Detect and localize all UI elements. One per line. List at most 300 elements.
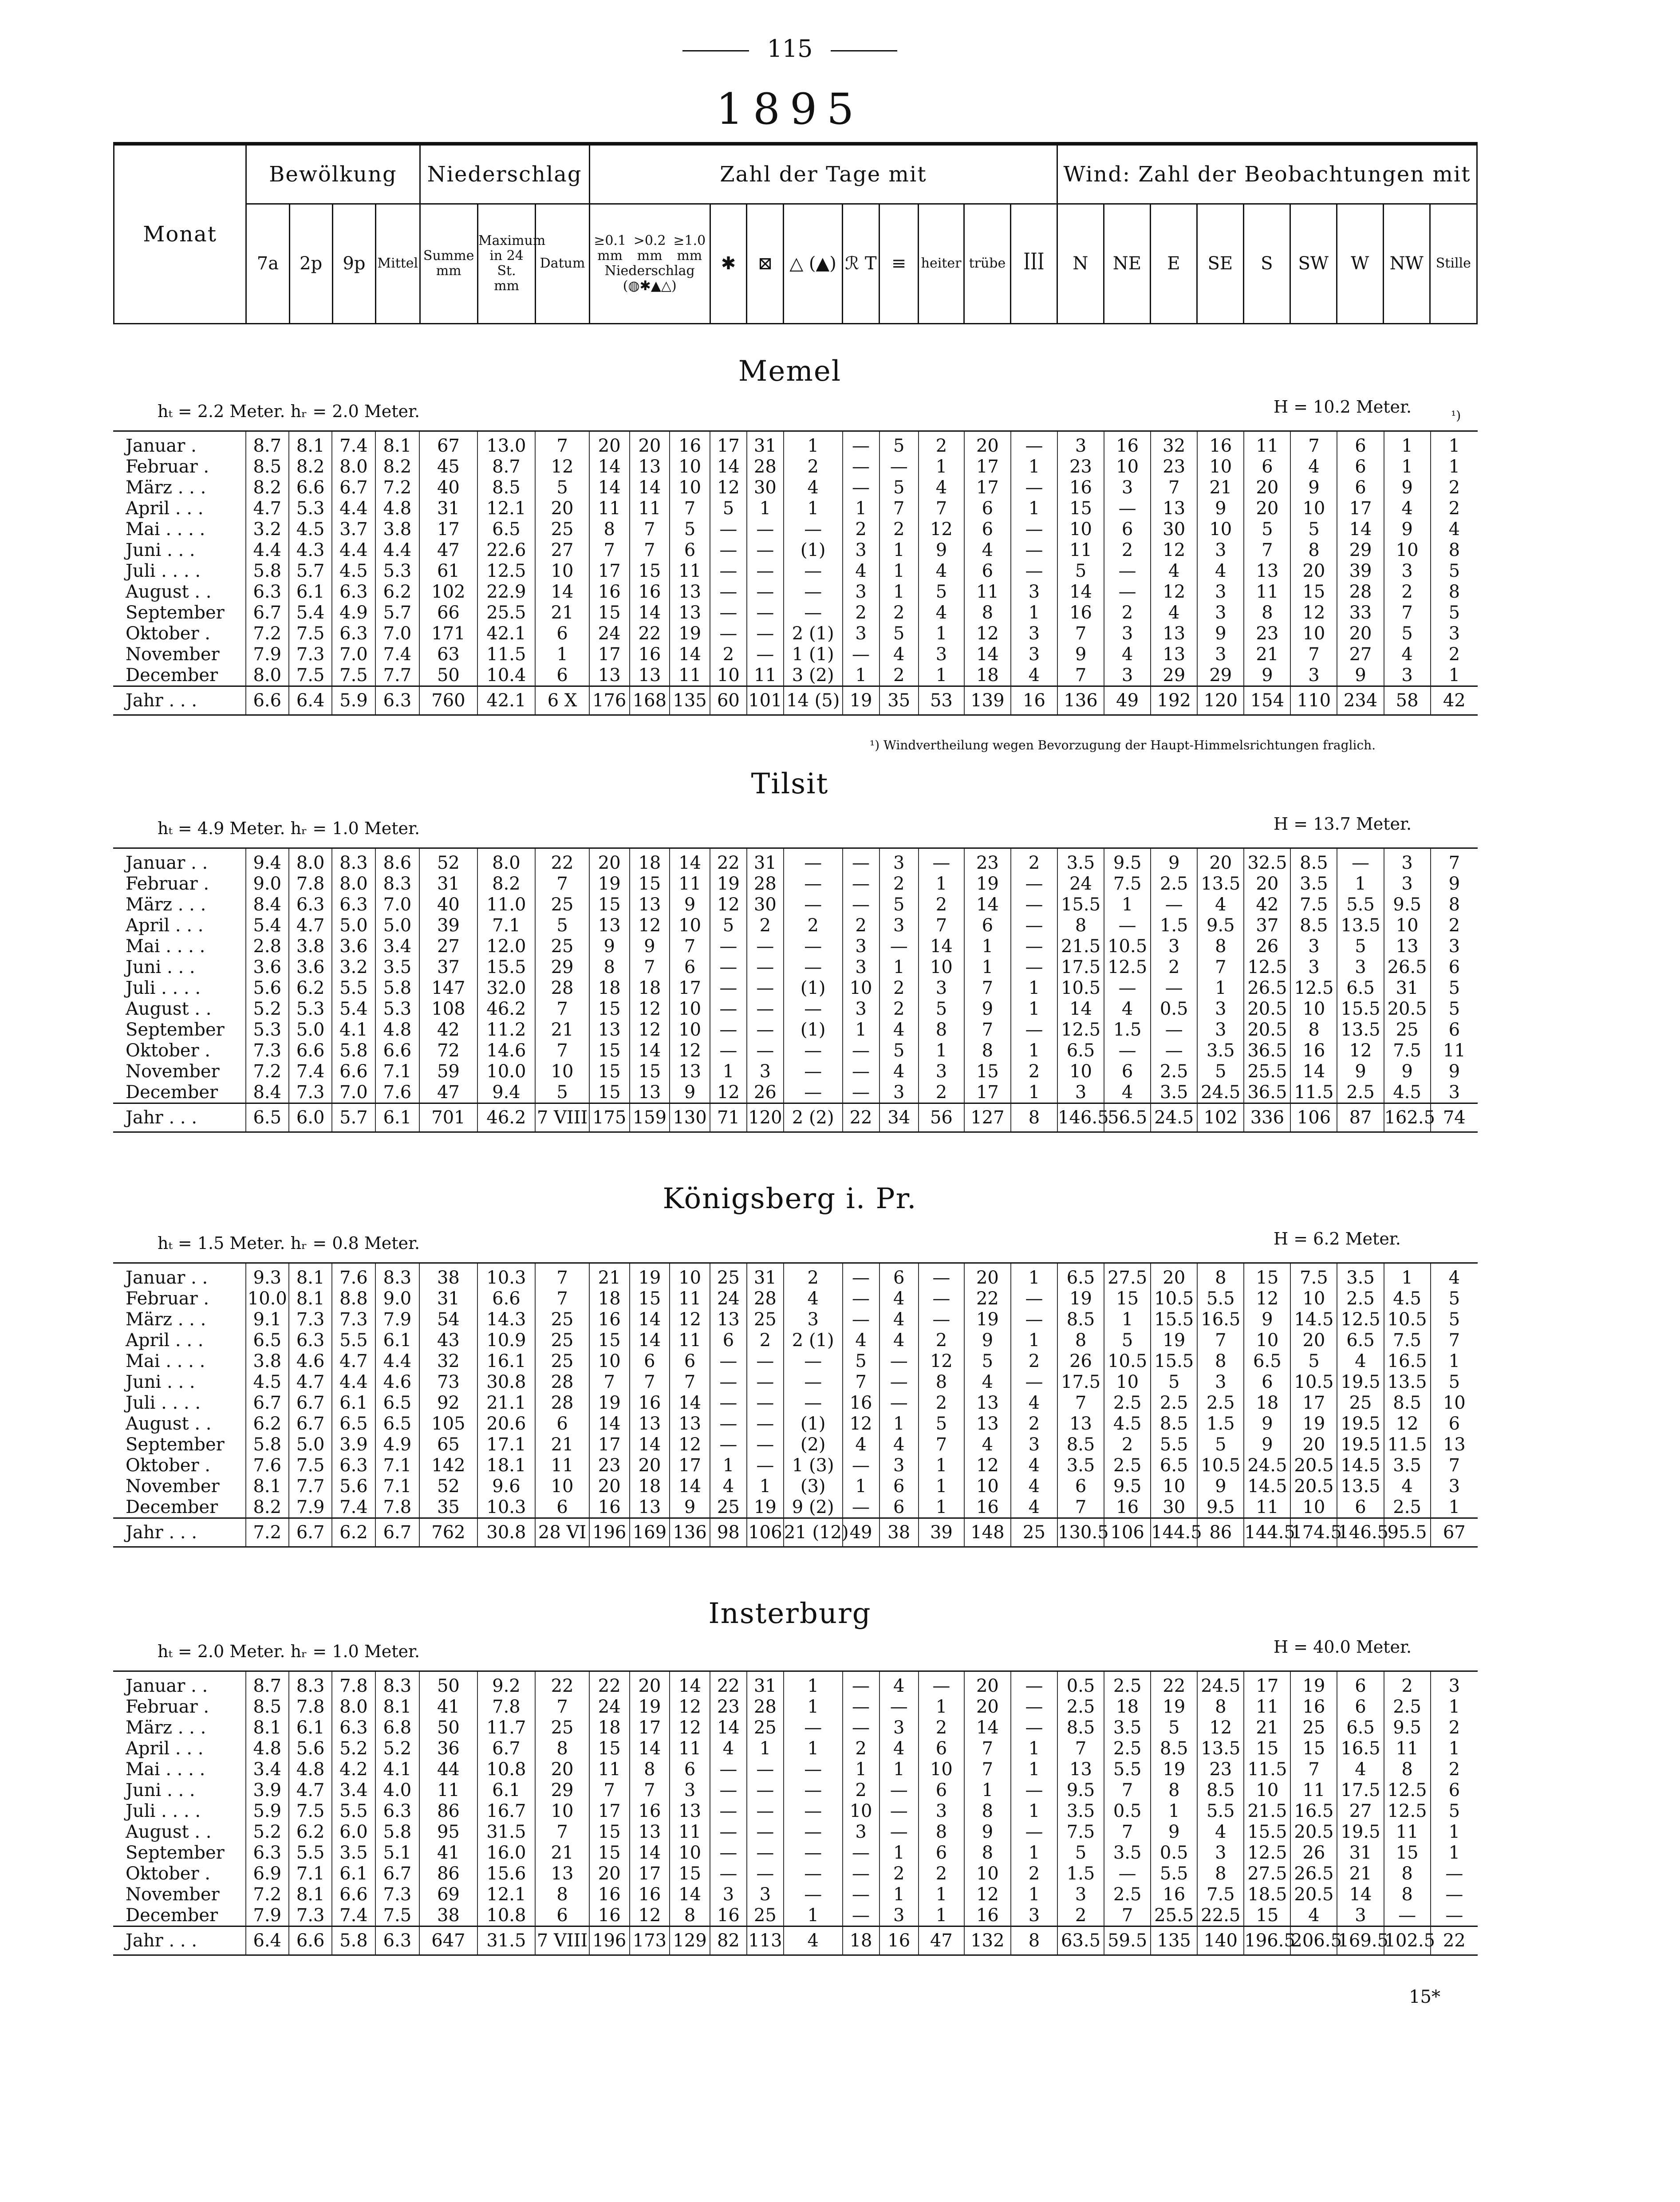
- table-cell: 6.5: [375, 1413, 420, 1434]
- table-cell: 13: [670, 1413, 710, 1434]
- table-cell: 13.5: [1384, 1371, 1431, 1392]
- fog-icon: ≡: [879, 204, 918, 323]
- table-cell: 23: [964, 848, 1011, 874]
- table-cell: 14: [1057, 581, 1104, 602]
- table-cell: 2: [879, 1863, 919, 1884]
- table-cell: 2.5: [1197, 1392, 1244, 1413]
- table-row: [113, 1019, 1478, 1040]
- table-row: [113, 1392, 1478, 1413]
- table-cell: 12: [535, 456, 589, 477]
- table-cell: 3: [843, 998, 879, 1019]
- table-cell: 1: [919, 1455, 964, 1476]
- table-cell: 22: [535, 848, 589, 874]
- table-cell: 9: [1244, 665, 1290, 686]
- table-cell: 2.5: [1104, 1884, 1151, 1905]
- table-cell: 3.6: [246, 957, 289, 977]
- table-cell: 4: [1151, 560, 1197, 581]
- table-cell: 47: [419, 540, 477, 560]
- table-cell: —: [843, 431, 879, 457]
- table-cell: 8.0: [477, 848, 536, 874]
- table-cell: 9: [1337, 665, 1384, 686]
- table-cell: 2: [919, 1863, 964, 1884]
- table-cell: —: [879, 1696, 919, 1717]
- table-cell: 176: [589, 686, 630, 715]
- table-cell: 18: [630, 1476, 670, 1497]
- table-cell: 14: [964, 894, 1011, 915]
- table-cell: 2: [1431, 915, 1478, 936]
- table-cell: 10.5: [1384, 1309, 1431, 1330]
- table-cell: 8.2: [246, 1497, 289, 1518]
- table-cell: 1: [784, 498, 843, 519]
- table-cell: 10: [670, 1019, 710, 1040]
- table-cell: 4.6: [289, 1351, 332, 1371]
- table-cell: 4: [1104, 1082, 1151, 1103]
- table-cell: 102: [419, 581, 477, 602]
- table-cell: 7.0: [375, 623, 420, 644]
- table-cell: 1.5: [1197, 1413, 1244, 1434]
- table-cell: 6: [919, 1738, 964, 1759]
- table-cell: 19.5: [1337, 1413, 1384, 1434]
- table-cell: —: [843, 1497, 879, 1518]
- table-row: [113, 560, 1478, 581]
- table-cell: 12: [1244, 1288, 1290, 1309]
- table-cell: 6.3: [375, 1926, 420, 1955]
- table-cell: 9: [670, 1497, 710, 1518]
- table-cell: 10: [919, 957, 964, 977]
- table-cell: 5.5: [332, 1800, 375, 1821]
- table-cell: 50: [419, 665, 477, 686]
- table-cell: 5: [1151, 1371, 1197, 1392]
- table-cell: 3: [1011, 1905, 1057, 1926]
- table-cell: 15.5: [1151, 1309, 1197, 1330]
- table-row: [113, 1455, 1478, 1476]
- header-monat: Monat: [114, 144, 246, 323]
- table-cell: 10.5: [1104, 1351, 1151, 1371]
- table-cell: 14: [1290, 1061, 1337, 1082]
- table-cell: 24: [1057, 873, 1104, 894]
- table-cell: 7: [630, 1780, 670, 1800]
- table-cell: 23: [1057, 456, 1104, 477]
- table-cell: 31: [1337, 1842, 1384, 1863]
- table-cell: —: [843, 1884, 879, 1905]
- table-cell: —: [784, 1040, 843, 1061]
- table-cell: 1: [1384, 456, 1431, 477]
- table-cell: 1: [1197, 977, 1244, 998]
- table-cell: 8.0: [332, 873, 375, 894]
- table-cell: 7.9: [246, 1905, 289, 1926]
- table-cell: 3.9: [246, 1780, 289, 1800]
- table-cell: 16: [1057, 602, 1104, 623]
- table-cell: 7.2: [246, 1884, 289, 1905]
- table-cell: 23: [1151, 456, 1197, 477]
- table-cell: 13.5: [1197, 873, 1244, 894]
- table-cell: 20: [964, 1696, 1011, 1717]
- table-cell: 17: [670, 977, 710, 998]
- table-cell: 16: [589, 1497, 630, 1518]
- table-cell: —: [710, 1371, 747, 1392]
- table-cell: 234: [1337, 686, 1384, 715]
- table-cell: 13: [630, 894, 670, 915]
- table-cell: 3: [843, 936, 879, 957]
- table-cell: 5: [843, 1351, 879, 1371]
- table-cell: 8.1: [246, 1717, 289, 1738]
- table-cell: 7: [589, 540, 630, 560]
- table-cell: 16.5: [1384, 1351, 1431, 1371]
- table-cell: —: [710, 1413, 747, 1434]
- table-cell: —: [1431, 1863, 1478, 1884]
- table-cell: —: [1011, 957, 1057, 977]
- table-cell: 7: [919, 915, 964, 936]
- table-row: [113, 1288, 1478, 1309]
- table-cell: 3: [843, 1821, 879, 1842]
- table-cell: 1: [919, 1476, 964, 1497]
- table-cell: 6.1: [332, 1863, 375, 1884]
- table-cell: 8.5: [246, 456, 289, 477]
- table-cell: 2.5: [1151, 873, 1197, 894]
- table-cell: 3: [1197, 602, 1244, 623]
- table-cell: 6.3: [289, 1330, 332, 1351]
- table-cell: 20: [964, 431, 1011, 457]
- month-label: Jahr . . .: [113, 1926, 246, 1955]
- table-cell: 17.5: [1057, 957, 1104, 977]
- table-cell: —: [747, 936, 784, 957]
- table-cell: 6: [630, 1351, 670, 1371]
- table-cell: 25: [1384, 1019, 1431, 1040]
- thunder-icon: ℛ T: [842, 204, 879, 323]
- table-cell: 2: [879, 602, 919, 623]
- table-cell: —: [747, 957, 784, 977]
- table-cell: 20.5: [1290, 1884, 1337, 1905]
- table-cell: 3: [1431, 1082, 1478, 1103]
- table-cell: 2: [747, 915, 784, 936]
- table-cell: 15: [630, 560, 670, 581]
- table-cell: 7.5: [1384, 1330, 1431, 1351]
- table-cell: 9: [1151, 848, 1197, 874]
- table-cell: 10: [1197, 519, 1244, 540]
- table-cell: 10: [919, 1759, 964, 1780]
- table-cell: 3: [1057, 1082, 1104, 1103]
- table-cell: —: [1011, 540, 1057, 560]
- table-cell: 3: [1337, 957, 1384, 977]
- table-cell: 4: [919, 477, 964, 498]
- table-cell: 22: [964, 1288, 1011, 1309]
- table-cell: 6: [1057, 1476, 1104, 1497]
- table-cell: 9: [670, 1082, 710, 1103]
- table-row: [113, 644, 1478, 665]
- table-cell: 1: [919, 665, 964, 686]
- table-cell: 25: [710, 1497, 747, 1518]
- table-cell: 5: [1384, 623, 1431, 644]
- table-cell: 168: [630, 686, 670, 715]
- table-cell: 10: [535, 560, 589, 581]
- table-cell: —: [710, 1434, 747, 1455]
- table-cell: 53: [919, 686, 964, 715]
- table-cell: 14: [964, 644, 1011, 665]
- table-cell: 8.6: [375, 848, 420, 874]
- table-cell: 12: [630, 998, 670, 1019]
- table-cell: 13.5: [1197, 1738, 1244, 1759]
- table-cell: 154: [1244, 686, 1290, 715]
- table-cell: 3.5: [1151, 1082, 1197, 1103]
- table-cell: —: [879, 456, 919, 477]
- table-cell: 17: [964, 477, 1011, 498]
- table-cell: —: [784, 1863, 843, 1884]
- table-row: [113, 1309, 1478, 1330]
- table-cell: 7.7: [289, 1476, 332, 1497]
- table-cell: 72: [419, 1040, 477, 1061]
- table-cell: 7: [919, 1434, 964, 1455]
- table-cell: 7: [535, 1288, 589, 1309]
- table-cell: 3: [747, 1884, 784, 1905]
- table-cell: 13: [589, 665, 630, 686]
- table-cell: 18: [1104, 1696, 1151, 1717]
- month-label: Juli . . . .: [126, 1392, 201, 1413]
- table-cell: 2: [747, 1330, 784, 1351]
- table-cell: 6.7: [375, 1863, 420, 1884]
- table-cell: 8: [964, 602, 1011, 623]
- header-wind-NW: NW: [1383, 204, 1430, 323]
- table-cell: 11: [1244, 581, 1290, 602]
- table-cell: 7: [1431, 1330, 1478, 1351]
- table-cell: 8: [1290, 540, 1337, 560]
- table-cell: 3: [1197, 1842, 1244, 1863]
- table-cell: 16: [1290, 1696, 1337, 1717]
- table-cell: —: [784, 1759, 843, 1780]
- table-cell: 21.5: [1057, 936, 1104, 957]
- table-cell: 63.5: [1057, 1926, 1104, 1955]
- table-cell: 6.5: [1151, 1455, 1197, 1476]
- table-row: [113, 1040, 1478, 1061]
- table-cell: 130.5: [1057, 1518, 1104, 1547]
- table-cell: 8.3: [375, 1671, 420, 1697]
- table-cell: 15: [1290, 581, 1337, 602]
- table-cell: 20: [964, 1671, 1011, 1697]
- table-cell: 20.5: [1290, 1821, 1337, 1842]
- table-cell: —: [710, 1863, 747, 1884]
- table-cell: 8: [1057, 1330, 1104, 1351]
- table-cell: —: [747, 581, 784, 602]
- table-cell: 11: [670, 665, 710, 686]
- table-cell: 12: [710, 894, 747, 915]
- table-cell: 5.5: [1197, 1800, 1244, 1821]
- table-cell: —: [843, 1455, 879, 1476]
- table-cell: 30.8: [477, 1518, 536, 1547]
- table-cell: 20: [535, 1759, 589, 1780]
- table-cell: 9: [964, 998, 1011, 1019]
- table-cell: 20.5: [1384, 998, 1431, 1019]
- table-cell: 21.5: [1244, 1800, 1290, 1821]
- table-row: [113, 1263, 1478, 1288]
- table-cell: —: [843, 1040, 879, 1061]
- table-cell: 5.2: [375, 1738, 420, 1759]
- table-cell: —: [784, 936, 843, 957]
- month-label: Januar . .: [126, 852, 208, 873]
- table-cell: 22.9: [477, 581, 536, 602]
- table-cell: 23: [710, 1696, 747, 1717]
- table-cell: 5.3: [246, 1019, 289, 1040]
- table-cell: 14 (5): [784, 686, 843, 715]
- table-cell: —: [1104, 915, 1151, 936]
- table-cell: 29: [535, 1780, 589, 1800]
- total-row: [113, 1103, 1478, 1132]
- header-bew-9p: 9p: [332, 204, 375, 323]
- table-cell: 5: [1104, 1330, 1151, 1351]
- table-cell: 2: [879, 998, 919, 1019]
- table-cell: (2): [784, 1434, 843, 1455]
- table-cell: 29: [1151, 665, 1197, 686]
- table-cell: 27.5: [1244, 1863, 1290, 1884]
- table-cell: 38: [879, 1518, 919, 1547]
- table-cell: 4.7: [289, 915, 332, 936]
- month-label: Juli . . . .: [126, 560, 201, 581]
- table-cell: 2: [710, 644, 747, 665]
- table-cell: 31: [747, 431, 784, 457]
- table-cell: 10: [843, 977, 879, 998]
- table-cell: 1: [1011, 1884, 1057, 1905]
- table-cell: 25: [1290, 1717, 1337, 1738]
- table-cell: 2: [784, 915, 843, 936]
- table-cell: 14.3: [477, 1309, 536, 1330]
- table-cell: 11: [670, 1738, 710, 1759]
- table-cell: 7: [1057, 1392, 1104, 1413]
- table-cell: 21: [1197, 477, 1244, 498]
- table-cell: 196: [589, 1926, 630, 1955]
- table-row: [113, 1842, 1478, 1863]
- table-cell: 129: [670, 1926, 710, 1955]
- total-row: [113, 1926, 1478, 1955]
- table-cell: 1: [1431, 665, 1478, 686]
- table-cell: 22: [589, 1671, 630, 1697]
- table-cell: —: [1011, 560, 1057, 581]
- table-cell: 11: [630, 498, 670, 519]
- table-cell: 4.1: [332, 1019, 375, 1040]
- table-cell: 14: [589, 477, 630, 498]
- table-cell: 4: [879, 1434, 919, 1455]
- table-cell: 12: [1151, 581, 1197, 602]
- table-cell: 12.5: [477, 560, 536, 581]
- table-cell: 5: [535, 915, 589, 936]
- table-cell: 13: [670, 602, 710, 623]
- table-cell: 16: [1104, 431, 1151, 457]
- table-cell: 7.8: [477, 1696, 536, 1717]
- month-label: Oktober .: [126, 1863, 211, 1884]
- table-cell: 31: [419, 498, 477, 519]
- table-cell: 6: [1104, 1061, 1151, 1082]
- table-cell: 14: [589, 456, 630, 477]
- table-cell: 30: [747, 477, 784, 498]
- table-cell: 1: [1431, 431, 1478, 457]
- table-cell: 1 (3): [784, 1455, 843, 1476]
- table-cell: 1: [1104, 894, 1151, 915]
- table-cell: 4: [1011, 665, 1057, 686]
- table-cell: —: [784, 1371, 843, 1392]
- table-cell: 20.6: [477, 1413, 536, 1434]
- table-cell: 4: [1290, 1905, 1337, 1926]
- table-cell: 8: [1384, 1759, 1431, 1780]
- table-cell: 38: [419, 1905, 477, 1926]
- table-cell: 16: [670, 431, 710, 457]
- table-cell: 8: [1384, 1863, 1431, 1884]
- table-cell: 6.7: [289, 1518, 332, 1547]
- table-header: [113, 142, 1478, 324]
- table-cell: 12: [630, 915, 670, 936]
- table-cell: —: [710, 1019, 747, 1040]
- table-cell: 6.6: [477, 1288, 536, 1309]
- table-cell: 4: [919, 602, 964, 623]
- table-cell: 10: [1290, 623, 1337, 644]
- table-cell: 2: [1011, 1863, 1057, 1884]
- table-cell: 136: [1057, 686, 1104, 715]
- table-cell: 1: [710, 1455, 747, 1476]
- table-cell: 4.2: [332, 1759, 375, 1780]
- table-cell: 11.5: [1244, 1759, 1290, 1780]
- table-cell: 13: [630, 456, 670, 477]
- nieder-max-unit: mm: [494, 278, 520, 294]
- table-cell: —: [710, 1842, 747, 1863]
- table-cell: 7.5: [289, 1455, 332, 1476]
- table-cell: 3.5: [1290, 873, 1337, 894]
- page-number: [0, 35, 1580, 63]
- table-cell: 5: [879, 1040, 919, 1061]
- month-label: Juli . . . .: [126, 1800, 201, 1821]
- table-cell: 8: [589, 519, 630, 540]
- table-cell: 8.2: [477, 873, 536, 894]
- table-cell: 11: [747, 665, 784, 686]
- table-cell: 69: [419, 1884, 477, 1905]
- table-cell: 25: [747, 1717, 784, 1738]
- table-cell: 11: [670, 873, 710, 894]
- table-row: [113, 665, 1478, 686]
- table-cell: 6.3: [289, 894, 332, 915]
- table-cell: 169: [630, 1518, 670, 1547]
- table-cell: 3: [1104, 477, 1151, 498]
- table-cell: 1: [919, 456, 964, 477]
- table-cell: 3: [843, 581, 879, 602]
- month-label: März . . .: [126, 1309, 206, 1330]
- table-cell: 1: [879, 560, 919, 581]
- table-cell: 23: [1197, 1759, 1244, 1780]
- table-cell: 3: [1057, 431, 1104, 457]
- table-cell: 7: [1151, 477, 1197, 498]
- table-row: [113, 1863, 1478, 1884]
- table-cell: 86: [1197, 1518, 1244, 1547]
- table-cell: 9: [1244, 1309, 1290, 1330]
- table-cell: 7.3: [289, 1082, 332, 1103]
- month-label: Mai . . . .: [126, 519, 205, 540]
- table-cell: 11: [1244, 1497, 1290, 1518]
- month-label: December: [126, 1905, 218, 1926]
- table-cell: 7.6: [332, 1263, 375, 1288]
- table-cell: 6.7: [289, 1392, 332, 1413]
- table-cell: 1: [843, 665, 879, 686]
- table-cell: 7.0: [375, 894, 420, 915]
- table-cell: 10: [535, 1061, 589, 1082]
- table-cell: 6.4: [246, 1926, 289, 1955]
- month-label: Juni . . .: [126, 1371, 195, 1392]
- header-wind-group: Wind: Zahl der Beobachtungen mit: [1057, 144, 1477, 204]
- table-cell: 6.5: [332, 1413, 375, 1434]
- table-cell: 13: [1151, 644, 1197, 665]
- table-cell: 5: [535, 1082, 589, 1103]
- table-cell: 7 VIII: [535, 1926, 589, 1955]
- table-cell: 139: [964, 686, 1011, 715]
- table-cell: 2: [1431, 1717, 1478, 1738]
- table-cell: 4: [964, 540, 1011, 560]
- header-wind-N: N: [1057, 204, 1104, 323]
- table-cell: 39: [1337, 560, 1384, 581]
- table-cell: 11.2: [477, 1019, 536, 1040]
- table-cell: 6: [964, 915, 1011, 936]
